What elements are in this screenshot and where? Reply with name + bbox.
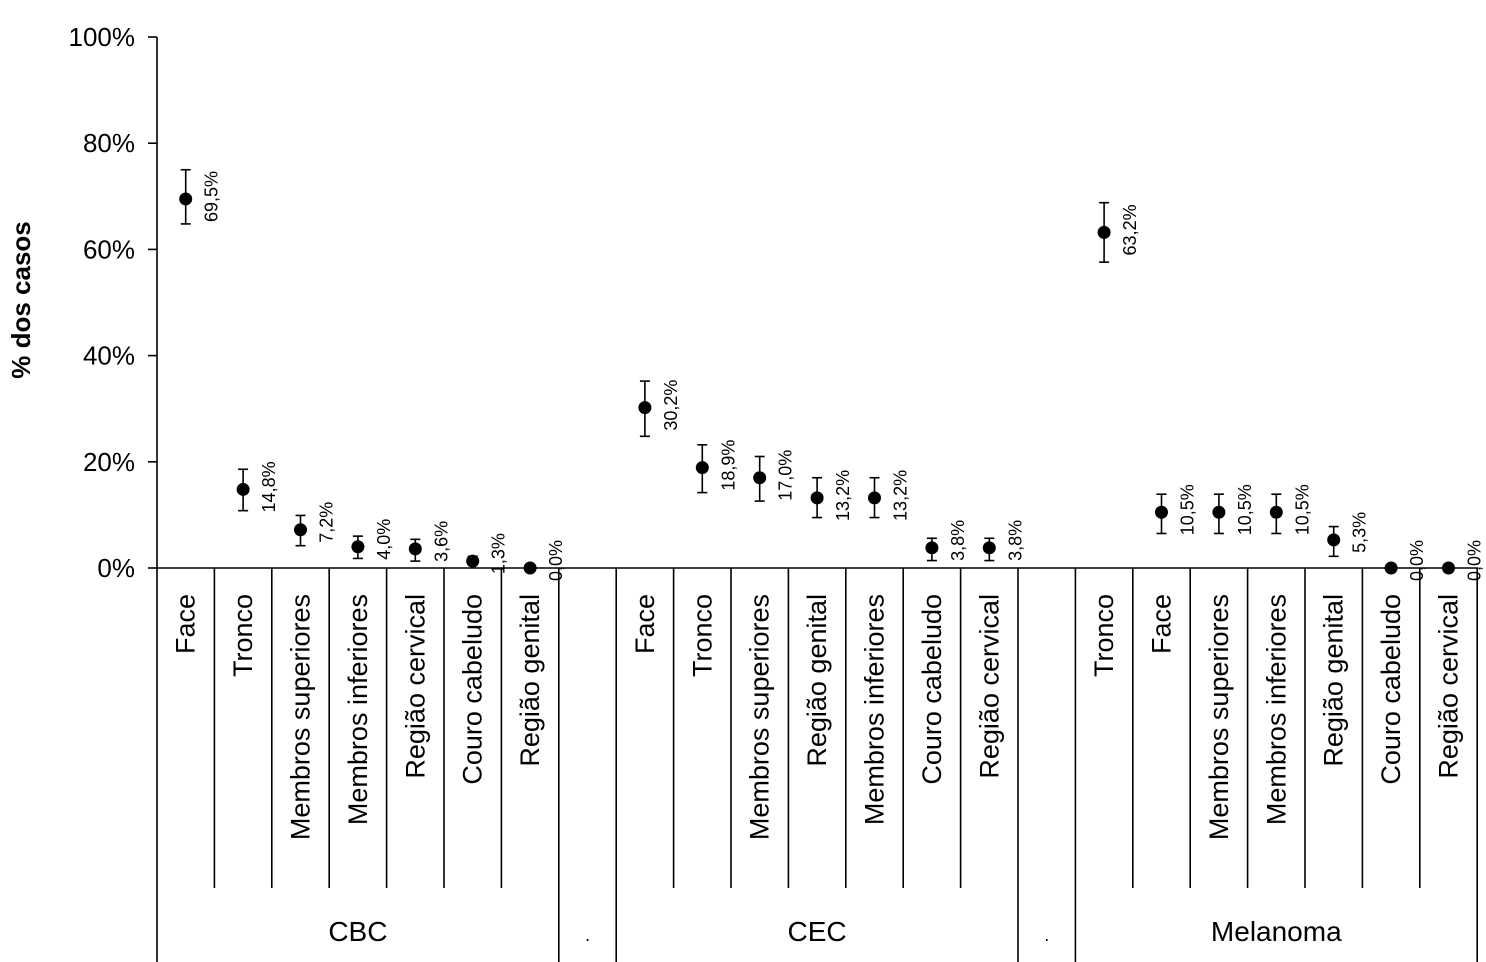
- data-label: 10,5%: [1292, 484, 1313, 536]
- category-label: Região genital: [515, 594, 546, 767]
- data-point: [983, 541, 996, 554]
- data-point: [524, 562, 537, 575]
- category-label: Face: [1146, 594, 1177, 655]
- data-point: [1327, 533, 1340, 546]
- data-point: [237, 483, 250, 496]
- data-point: [1442, 562, 1455, 575]
- y-tick-label: 20%: [82, 446, 135, 477]
- data-point: [753, 471, 766, 484]
- data-point: [1098, 226, 1111, 239]
- data-label: 69,5%: [201, 170, 222, 223]
- gap-mark: .: [1044, 925, 1050, 945]
- data-point: [294, 523, 307, 536]
- category-label: Membros inferiores: [1261, 594, 1292, 826]
- y-axis: [69, 22, 158, 962]
- y-tick-label: 100%: [68, 22, 135, 52]
- group-label: Melanoma: [1210, 916, 1342, 947]
- data-label: 13,2%: [890, 469, 911, 521]
- data-label: 18,9%: [718, 439, 739, 491]
- category-label: Couro cabeludo: [1376, 594, 1407, 785]
- category-label: Membros superiores: [285, 594, 316, 841]
- data-label: 7,2%: [316, 501, 337, 543]
- data-label: 30,2%: [660, 379, 681, 431]
- data-label: 3,8%: [947, 519, 968, 561]
- group-label: CBC: [328, 916, 388, 947]
- data-points: [179, 170, 1484, 581]
- data-point: [1155, 506, 1168, 519]
- y-tick-label: 0%: [97, 553, 135, 583]
- data-label: 0,0%: [546, 540, 567, 582]
- data-label: 3,6%: [431, 520, 452, 562]
- category-label: Face: [170, 594, 201, 655]
- data-label: 14,8%: [259, 461, 280, 513]
- category-label: Região cervical: [1433, 594, 1464, 779]
- category-label: Tronco: [687, 594, 718, 678]
- data-point: [638, 401, 651, 414]
- data-point: [351, 540, 364, 553]
- category-label: Couro cabeludo: [457, 594, 488, 785]
- data-label: 1,3%: [488, 533, 509, 575]
- category-label: Membros superiores: [1203, 594, 1234, 841]
- data-point: [1212, 506, 1225, 519]
- data-point: [1270, 506, 1283, 519]
- data-label: 0,0%: [1464, 540, 1485, 582]
- y-tick-label: 60%: [82, 234, 135, 265]
- data-point: [868, 491, 881, 504]
- gap-mark: .: [584, 925, 591, 945]
- data-label: 10,5%: [1234, 484, 1255, 536]
- x-axis: [157, 568, 1478, 962]
- category-label: Face: [629, 594, 660, 655]
- category-label: Membros superiores: [744, 594, 775, 841]
- data-label: 3,8%: [1005, 519, 1026, 561]
- category-label: Tronco: [228, 594, 259, 678]
- data-point: [179, 192, 192, 205]
- data-label: 63,2%: [1120, 204, 1141, 256]
- data-point: [409, 542, 422, 555]
- data-label: 5,3%: [1349, 511, 1370, 553]
- y-tick-label: 80%: [82, 128, 135, 159]
- category-label: Tronco: [1089, 594, 1120, 678]
- y-tick-label: 40%: [82, 340, 135, 371]
- data-point: [1385, 562, 1398, 575]
- category-label: Couro cabeludo: [916, 594, 947, 785]
- group-label: CEC: [787, 916, 847, 947]
- data-label: 4,0%: [373, 518, 394, 560]
- data-label: 13,2%: [833, 469, 854, 521]
- data-point: [696, 461, 709, 474]
- data-point: [466, 555, 479, 568]
- category-label: Região cervical: [400, 594, 431, 779]
- category-label: Membros inferiores: [859, 594, 890, 826]
- data-point: [811, 491, 824, 504]
- data-label: 10,5%: [1177, 484, 1198, 536]
- category-label: Região cervical: [974, 594, 1005, 779]
- category-label: Região genital: [1318, 594, 1349, 767]
- y-axis-title: % dos casos: [6, 221, 36, 379]
- category-label: Região genital: [802, 594, 833, 767]
- data-point: [925, 541, 938, 554]
- data-label: 17,0%: [775, 449, 796, 501]
- data-label: 0,0%: [1407, 540, 1428, 582]
- category-label: Membros inferiores: [342, 594, 373, 826]
